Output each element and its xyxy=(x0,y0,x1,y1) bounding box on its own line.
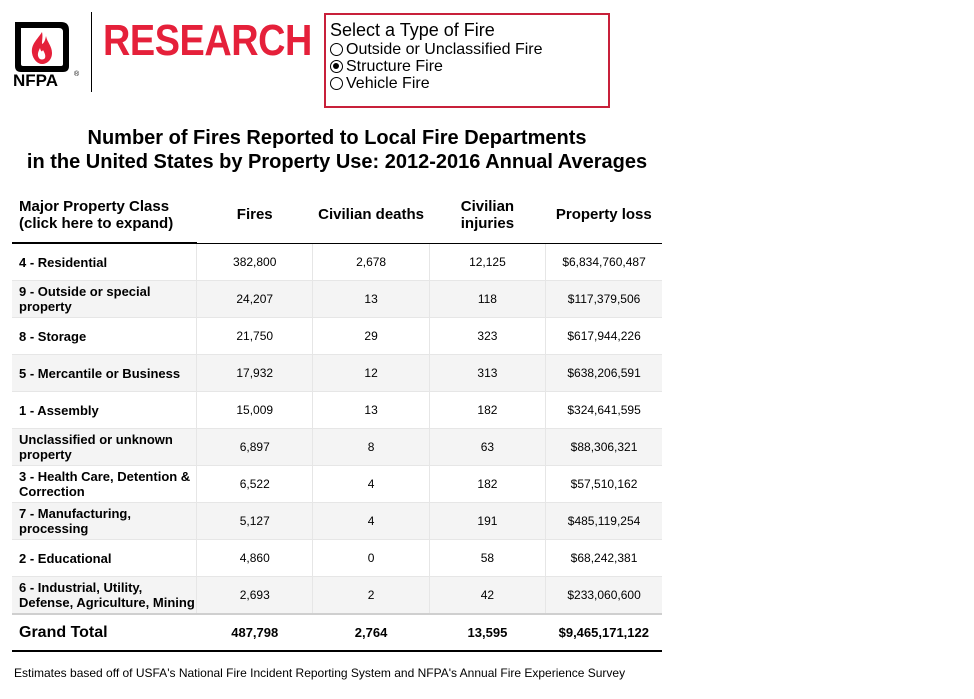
fires-cell: 24,207 xyxy=(197,281,313,318)
deaths-cell: 0 xyxy=(313,540,429,577)
property-class-cell[interactable]: 3 - Health Care, Detention & Correction xyxy=(12,466,197,503)
total-injuries-cell: 13,595 xyxy=(429,614,545,651)
header-property-loss: Property loss xyxy=(546,187,662,243)
fires-cell: 382,800 xyxy=(197,243,313,281)
logo-divider xyxy=(91,12,92,92)
fire-type-selector xyxy=(324,13,610,108)
svg-text:NFPA: NFPA xyxy=(13,71,59,88)
title-line-2: in the United States by Property Use: 2012-2016 Annual Averages xyxy=(26,151,648,173)
fire-type-legend: Select a Type of Fire xyxy=(330,20,495,40)
total-deaths-cell: 2,764 xyxy=(313,614,429,651)
deaths-cell: 4 xyxy=(313,503,429,540)
fires-cell: 21,750 xyxy=(197,318,313,355)
fires-cell: 2,693 xyxy=(197,577,313,615)
fires-cell: 15,009 xyxy=(197,392,313,429)
radio-structure[interactable] xyxy=(330,60,343,73)
table-row xyxy=(12,503,662,540)
deaths-cell: 2,678 xyxy=(313,243,429,281)
loss-cell: $617,944,226 xyxy=(546,318,662,355)
deaths-cell: 8 xyxy=(313,429,429,466)
deaths-cell: 29 xyxy=(313,318,429,355)
injuries-cell: 63 xyxy=(429,429,545,466)
fires-cell: 6,897 xyxy=(197,429,313,466)
injuries-cell: 42 xyxy=(429,577,545,615)
nfpa-logo xyxy=(11,18,83,88)
injuries-cell: 313 xyxy=(429,355,545,392)
loss-cell: $324,641,595 xyxy=(546,392,662,429)
fire-type-option-structure[interactable] xyxy=(330,58,608,75)
table-row xyxy=(12,243,662,281)
table-row xyxy=(12,577,662,615)
fires-cell: 17,932 xyxy=(197,355,313,392)
header-civilian-injuries xyxy=(429,187,545,243)
injuries-cell: 182 xyxy=(429,466,545,503)
loss-cell: $57,510,162 xyxy=(546,466,662,503)
property-class-cell[interactable]: 8 - Storage xyxy=(12,318,197,355)
header-class-line2: (click here to expand) xyxy=(19,214,174,232)
page-title xyxy=(14,126,660,174)
loss-cell: $233,060,600 xyxy=(546,577,662,615)
fire-type-option-vehicle[interactable] xyxy=(330,75,608,92)
table-row xyxy=(12,429,662,466)
fires-cell: 5,127 xyxy=(197,503,313,540)
radio-outside[interactable] xyxy=(330,43,343,56)
table-row xyxy=(12,281,662,318)
loss-cell: $485,119,254 xyxy=(546,503,662,540)
header-fires: Fires xyxy=(197,187,313,243)
loss-cell: $6,834,760,487 xyxy=(546,243,662,281)
header-civilian-deaths: Civilian deaths xyxy=(313,187,429,243)
property-class-cell[interactable]: 2 - Educational xyxy=(12,540,197,577)
property-class-cell[interactable]: 7 - Manufacturing, processing xyxy=(12,503,197,540)
loss-cell: $88,306,321 xyxy=(546,429,662,466)
table-row xyxy=(12,355,662,392)
property-class-cell[interactable]: 4 - Residential xyxy=(12,243,197,281)
fire-type-option-outside[interactable] xyxy=(330,41,608,58)
fires-cell: 4,860 xyxy=(197,540,313,577)
flame-icon xyxy=(11,18,83,88)
property-class-cell[interactable]: 6 - Industrial, Utility, Defense, Agriculture, Mining xyxy=(12,577,197,615)
property-class-cell[interactable]: 1 - Assembly xyxy=(12,392,197,429)
radio-vehicle[interactable] xyxy=(330,77,343,90)
property-class-cell[interactable]: Unclassified or unknown property xyxy=(12,429,197,466)
table-row xyxy=(12,466,662,503)
fire-type-option-label: Outside or Unclassified Fire xyxy=(346,40,543,58)
injuries-cell: 118 xyxy=(429,281,545,318)
header-property-class[interactable] xyxy=(12,187,197,243)
grand-total-label: Grand Total xyxy=(12,614,197,651)
header-injuries-line1: Civilian xyxy=(460,197,515,215)
property-class-cell[interactable]: 5 - Mercantile or Business xyxy=(12,355,197,392)
table-row xyxy=(12,540,662,577)
title-line-1: Number of Fires Reported to Local Fire Departments xyxy=(87,127,587,149)
table-header-row xyxy=(12,187,662,243)
header-injuries-line2: injuries xyxy=(460,214,515,232)
property-use-table xyxy=(12,187,662,652)
total-loss-cell: $9,465,171,122 xyxy=(546,614,662,651)
deaths-cell: 13 xyxy=(313,392,429,429)
total-fires-cell: 487,798 xyxy=(197,614,313,651)
deaths-cell: 13 xyxy=(313,281,429,318)
deaths-cell: 2 xyxy=(313,577,429,615)
grand-total-row xyxy=(12,614,662,651)
header-class-line1: Major Property Class xyxy=(19,197,170,215)
injuries-cell: 323 xyxy=(429,318,545,355)
table-row xyxy=(12,392,662,429)
loss-cell: $638,206,591 xyxy=(546,355,662,392)
property-class-cell[interactable]: 9 - Outside or special property xyxy=(12,281,197,318)
injuries-cell: 191 xyxy=(429,503,545,540)
source-footnote: Estimates based off of USFA's National Fire Incident Reporting System and NFPA's Annual Fire Experience Survey xyxy=(14,666,626,680)
fires-cell: 6,522 xyxy=(197,466,313,503)
deaths-cell: 4 xyxy=(313,466,429,503)
fire-type-option-label: Structure Fire xyxy=(346,57,443,75)
brand-title: RESEARCH xyxy=(103,16,312,65)
loss-cell: $68,242,381 xyxy=(546,540,662,577)
svg-text:®: ® xyxy=(74,71,80,78)
injuries-cell: 58 xyxy=(429,540,545,577)
injuries-cell: 182 xyxy=(429,392,545,429)
loss-cell: $117,379,506 xyxy=(546,281,662,318)
fire-type-option-label: Vehicle Fire xyxy=(346,74,430,92)
table-row xyxy=(12,318,662,355)
injuries-cell: 12,125 xyxy=(429,243,545,281)
deaths-cell: 12 xyxy=(313,355,429,392)
